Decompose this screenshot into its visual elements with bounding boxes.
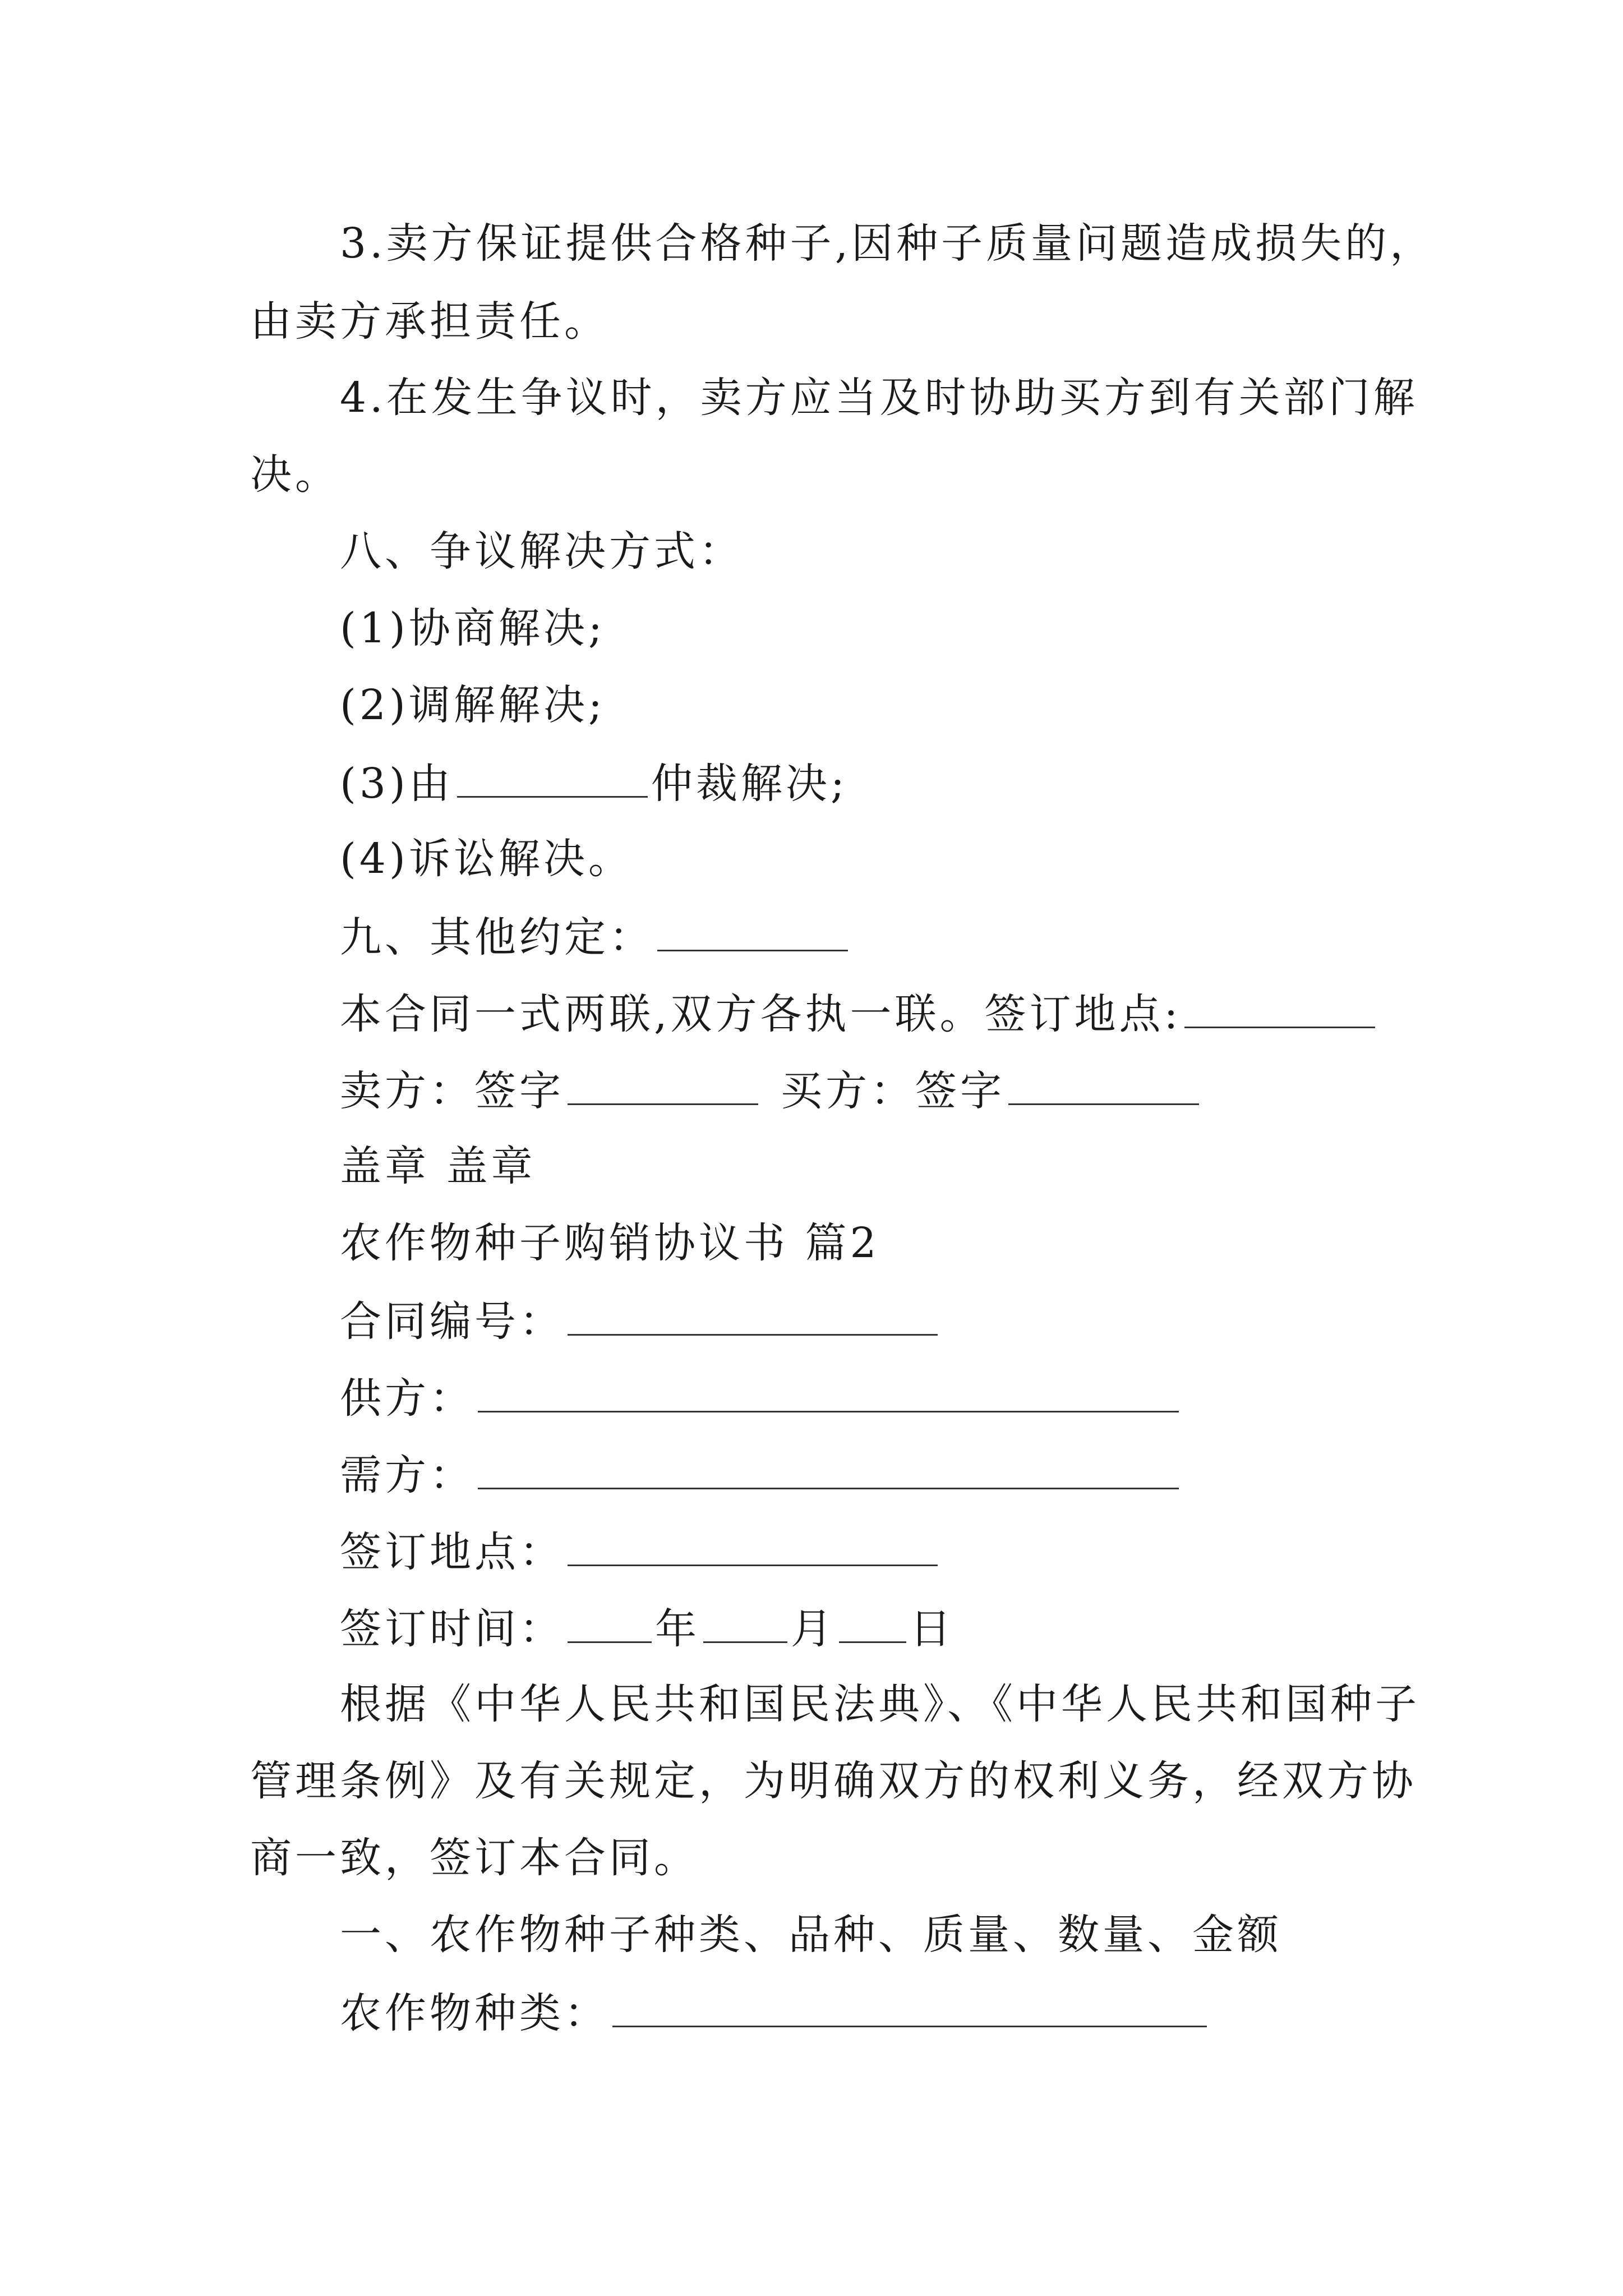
signature-line	[340, 1067, 1202, 1115]
sign-place-line	[340, 1528, 941, 1576]
contract-no-label: 合同编号：	[340, 1297, 564, 1346]
basis-line-2: 管理条例》及有关规定，为明确双方的权利义务，经双方协	[250, 1757, 1417, 1805]
copies-line	[340, 990, 1378, 1038]
option-3	[340, 760, 848, 808]
copies-text: 本合同一式两联,双方各执一联。签订地点:	[340, 990, 1182, 1038]
other-terms-blank[interactable]	[657, 915, 848, 951]
seller-sign-label: 卖方：签字	[340, 1067, 564, 1115]
day-label: 日	[910, 1605, 955, 1653]
sign-time-line	[340, 1605, 955, 1653]
clause-4-line-2: 决。	[250, 450, 340, 499]
demander-line	[340, 1451, 1182, 1499]
month-blank[interactable]	[703, 1607, 787, 1643]
sign-place-blank-1[interactable]	[1184, 992, 1375, 1028]
year-label: 年	[655, 1605, 700, 1653]
seller-sign-blank[interactable]	[568, 1069, 758, 1105]
clause-3-line-1: 3.卖方保证提供合格种子,因种子质量问题造成损失的，	[340, 219, 1435, 268]
option-3-suffix: 仲裁解决;	[651, 760, 848, 808]
section-8-title: 八、争议解决方式：	[340, 527, 744, 576]
basis-line-3: 商一致，签订本合同。	[250, 1834, 699, 1882]
arbitration-body-blank[interactable]	[457, 761, 648, 798]
supplier-label: 供方：	[340, 1374, 474, 1423]
option-1: (1)协商解决;	[340, 604, 606, 652]
sign-place-blank-2[interactable]	[568, 1530, 938, 1566]
sign-place-label: 签订地点：	[340, 1528, 564, 1576]
contract-no-blank[interactable]	[568, 1299, 938, 1336]
section-1-title: 一、农作物种子种类、品种、质量、数量、金额	[340, 1911, 1282, 1959]
supplier-blank[interactable]	[478, 1376, 1179, 1412]
demander-blank[interactable]	[478, 1453, 1179, 1489]
crop-type-line	[340, 1989, 1210, 2037]
crop-type-blank[interactable]	[612, 1991, 1207, 2027]
crop-type-label: 农作物种类：	[340, 1989, 609, 2037]
sign-time-label: 签订时间：	[340, 1605, 564, 1653]
demander-label: 需方：	[340, 1451, 474, 1499]
clause-3-line-2: 由卖方承担责任。	[250, 297, 609, 346]
day-blank[interactable]	[839, 1607, 906, 1643]
option-2: (2)调解解决;	[340, 681, 606, 729]
section-9-title: 九、其他约定：	[340, 913, 654, 961]
option-4: (4)诉讼解决。	[340, 835, 633, 883]
clause-4-line-1: 4.在发生争议时，卖方应当及时协助买方到有关部门解	[340, 374, 1418, 422]
basis-line-1: 根据《中华人民共和国民法典》、《中华人民共和国种子	[340, 1680, 1420, 1728]
supplier-line	[340, 1374, 1182, 1423]
month-label: 月	[791, 1605, 836, 1653]
article-2-title: 农作物种子购销协议书 篇2	[340, 1219, 880, 1267]
contract-no-line	[340, 1297, 941, 1346]
section-9	[340, 913, 851, 961]
seal-line: 盖章 盖章	[340, 1142, 536, 1190]
option-3-prefix: (3)由	[340, 760, 454, 808]
buyer-sign-blank[interactable]	[1008, 1069, 1199, 1105]
year-blank[interactable]	[568, 1607, 652, 1643]
buyer-sign-label: 买方：签字	[781, 1067, 1005, 1115]
